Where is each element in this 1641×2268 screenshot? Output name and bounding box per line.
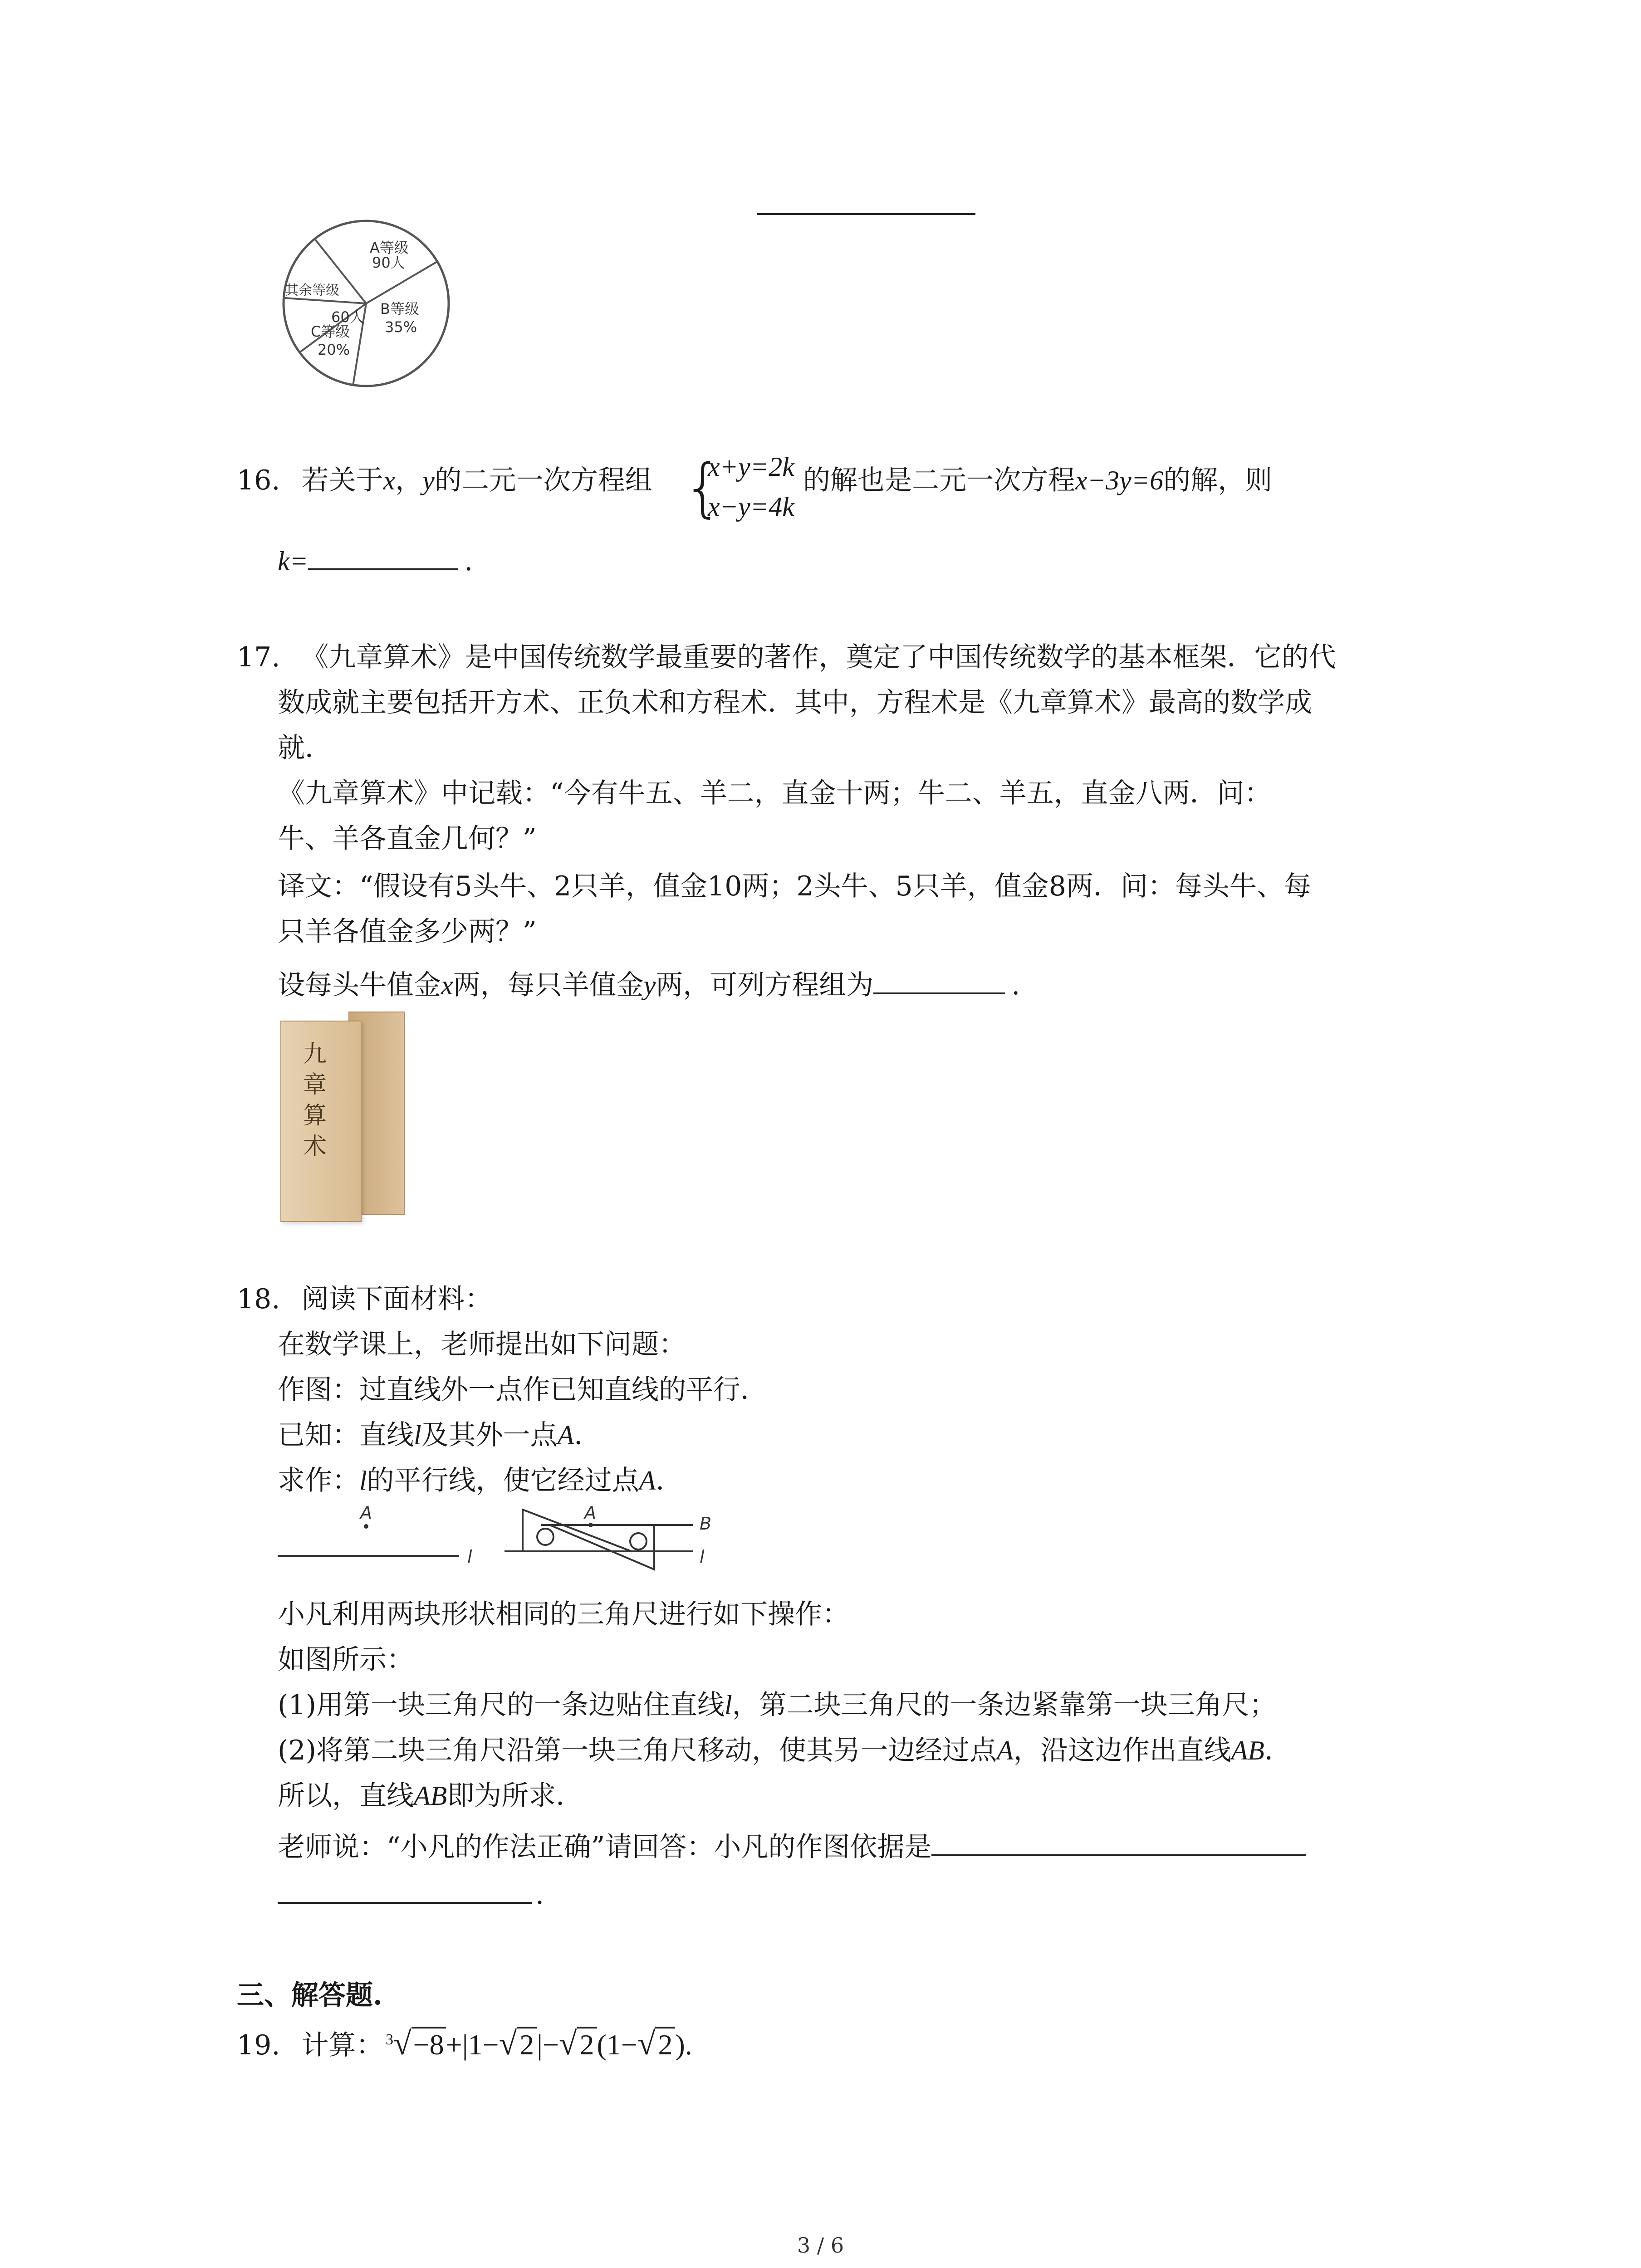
- q17-line8-post: 两，可列方程组为: [656, 969, 874, 1001]
- q18-line9-ab: AB: [1231, 1735, 1264, 1765]
- q18-line4-l: l: [414, 1420, 421, 1450]
- pie-chart: [277, 214, 456, 393]
- q16-text-post1: 的解也是二元一次方程: [803, 464, 1075, 496]
- pie-value-a: 90人: [372, 254, 405, 271]
- book-image: [280, 1012, 405, 1220]
- fig-triangle-1-hole: [537, 1529, 554, 1545]
- q17-answer-blank[interactable]: [873, 966, 1005, 994]
- q18-line4-mid: 及其外一点: [421, 1419, 558, 1451]
- q18-line1: [237, 1281, 492, 1317]
- q19-radical-2: √: [499, 2025, 517, 2062]
- q18-line9-mid: ，沿这边作出直线: [1013, 1735, 1231, 1766]
- top-answer-line: [757, 213, 975, 215]
- q19-root-index: 3: [386, 2031, 393, 2048]
- q18-line8-l: l: [725, 1690, 732, 1720]
- q18-line6: 小凡利用两块形状相同的三角尺进行如下操作：: [278, 1598, 849, 1630]
- q16-text-pre: 若关于: [301, 464, 383, 496]
- q18-line3: 作图：过直线外一点作已知直线的平行．: [278, 1374, 768, 1406]
- q16-answer-blank[interactable]: [308, 542, 458, 570]
- q16-eq1: x+y=2k: [708, 452, 794, 482]
- q18-line8-post: ，第二块三角尺的一条边紧靠第一块三角尺；: [732, 1689, 1277, 1721]
- q19-expr-c: 2: [517, 2027, 537, 2061]
- fig-right-label-a: A: [584, 1506, 596, 1523]
- q18-line5-end: ．: [656, 1465, 683, 1496]
- q18-line10-pre: 所以，直线: [278, 1780, 414, 1812]
- q16-period: .: [464, 545, 473, 577]
- q17-line4: 《九章算术》中记载：“今有牛五、羊二，直金十两；牛二、羊五，直金八两．问：: [278, 777, 1272, 809]
- q18-line8: [278, 1687, 1277, 1723]
- q19-expr-g: 2: [655, 2027, 675, 2061]
- q19-expr-a: −8: [411, 2027, 446, 2061]
- fig-triangle-2: [550, 1525, 654, 1569]
- q19-expression: [386, 2021, 692, 2066]
- q16-answer-line: [278, 542, 473, 579]
- q19-expr-f: (1−: [597, 2028, 637, 2061]
- pie-value-other: 60人: [331, 308, 364, 326]
- q18-line9-a: A: [997, 1735, 1014, 1765]
- q17-line3: 就．: [278, 732, 332, 764]
- q16-eq2: x−y=4k: [708, 492, 794, 522]
- fig-right-label-l: l: [700, 1547, 705, 1567]
- q18-line7: 如图所示：: [278, 1644, 414, 1676]
- section3-title: 三、解答题.: [237, 1980, 382, 2011]
- q19-line: [237, 2028, 383, 2063]
- q17-line8: [278, 966, 1020, 1003]
- q16-text-post2: 的解，则: [1163, 464, 1273, 496]
- q17-line8-pre: 设每头牛值金: [278, 969, 441, 1001]
- q18-line9-pre: (2)将第二块三角尺沿第一块三角尺移动，使其另一边经过点: [278, 1735, 997, 1766]
- q18-line12-end: .: [535, 1879, 544, 1911]
- fig-right-label-b: B: [700, 1514, 712, 1534]
- q18-line8-pre: (1)用第一块三角尺的一条边贴住直线: [278, 1689, 725, 1721]
- q18-line1-text: 阅读下面材料：: [301, 1283, 492, 1315]
- q17-line8-end: .: [1011, 969, 1020, 1001]
- q19-expr-h: ).: [675, 2028, 692, 2061]
- q17-line1: [237, 640, 1336, 675]
- q18-line5-a: A: [639, 1466, 656, 1496]
- q18-line10: [278, 1778, 583, 1813]
- q19-expr-b: +|1−: [446, 2028, 499, 2061]
- q17-line8-mid: 两，每只羊值金: [453, 969, 644, 1001]
- fig-right-point-a: [588, 1523, 593, 1527]
- q17-line2: 数成就主要包括开方术、正负术和方程术．其中，方程术是《九章算术》最高的数学成: [278, 687, 1312, 719]
- q16-comma: ，: [395, 464, 423, 496]
- q18-line11: [278, 1828, 1306, 1865]
- q18-answer-blank-2[interactable]: [278, 1876, 532, 1904]
- q18-line2: 在数学课上，老师提出如下问题：: [278, 1329, 686, 1360]
- q18-line5-l: l: [359, 1466, 367, 1496]
- q16-line1-rest: [803, 463, 1272, 498]
- q16-number: 16.: [237, 464, 280, 496]
- q18-line4-pre: 已知：直线: [278, 1419, 414, 1451]
- pie-label-b: B等级: [380, 300, 419, 318]
- q18-line11-text: 老师说：“小凡的作法正确”请回答：小凡的作图依据是: [278, 1831, 932, 1863]
- q19-expr-e: 2: [577, 2027, 597, 2061]
- q18-line9: [278, 1733, 1292, 1768]
- q18-line10-ab: AB: [414, 1781, 447, 1811]
- q18-line5-pre: 求作：: [278, 1465, 359, 1496]
- fig-left-label-l: l: [467, 1547, 472, 1567]
- q19-label: 计算：: [301, 2029, 383, 2061]
- q16-var-y: y: [422, 465, 435, 495]
- q18-line9-end: ．: [1264, 1735, 1292, 1766]
- q18-figure: [278, 1506, 731, 1583]
- q19-radical-1: √: [393, 2025, 411, 2062]
- q16-eq3: x−3y=6: [1075, 465, 1164, 495]
- q16-answer-prefix: k=: [278, 546, 309, 576]
- q19-number: 19.: [237, 2029, 280, 2061]
- q19-expr-d: |−: [537, 2028, 559, 2061]
- q17-line5: 牛、羊各直金几何？”: [278, 823, 537, 855]
- q17-line6: 译文：“假设有5头牛、2只羊，值金10两；2头牛、5只羊，值金8两．问：每头牛、每: [278, 870, 1311, 902]
- q19-radical-3: √: [559, 2025, 577, 2062]
- q18-line4: [278, 1418, 601, 1453]
- q16-text-mid: 的二元一次方程组: [434, 464, 652, 496]
- q18-line5: [278, 1463, 683, 1498]
- pie-value-c: 20%: [318, 341, 350, 358]
- pie-label-a: A等级: [370, 239, 409, 256]
- pie-value-b: 35%: [385, 318, 417, 336]
- fig-left-label-a: A: [360, 1506, 372, 1523]
- q17-line8-y: y: [643, 970, 656, 1000]
- q18-line4-end: ．: [574, 1419, 602, 1451]
- q16-var-x: x: [383, 465, 396, 495]
- q17-line8-x: x: [441, 970, 453, 1000]
- pie-label-other: 其余等级: [285, 283, 339, 298]
- q17-line7: 只羊各值金多少两？”: [278, 916, 537, 948]
- fig-left-point-a: [364, 1524, 368, 1529]
- q18-line10-post: 即为所求．: [447, 1780, 583, 1812]
- q19-radical-4: √: [637, 2025, 656, 2062]
- fig-triangle-2-hole: [630, 1533, 647, 1549]
- book-title: 九章算术: [303, 1041, 327, 1160]
- q18-answer-blank-1[interactable]: [931, 1828, 1306, 1856]
- q18-line5-mid: 的平行线，使它经过点: [367, 1465, 639, 1496]
- pie-label-c: C等级: [311, 323, 350, 340]
- q16-brace: {: [683, 451, 724, 525]
- page-number: 3 / 6: [797, 2233, 844, 2258]
- q16-line1: [237, 463, 652, 498]
- q18-line4-a: A: [557, 1420, 574, 1450]
- q18-number: 18.: [237, 1283, 280, 1315]
- q17-line1-text: 《九章算术》是中国传统数学最重要的著作，奠定了中国传统数学的基本框架．它的代: [301, 641, 1336, 673]
- q17-number: 17.: [237, 641, 280, 673]
- q18-line12: [278, 1876, 544, 1912]
